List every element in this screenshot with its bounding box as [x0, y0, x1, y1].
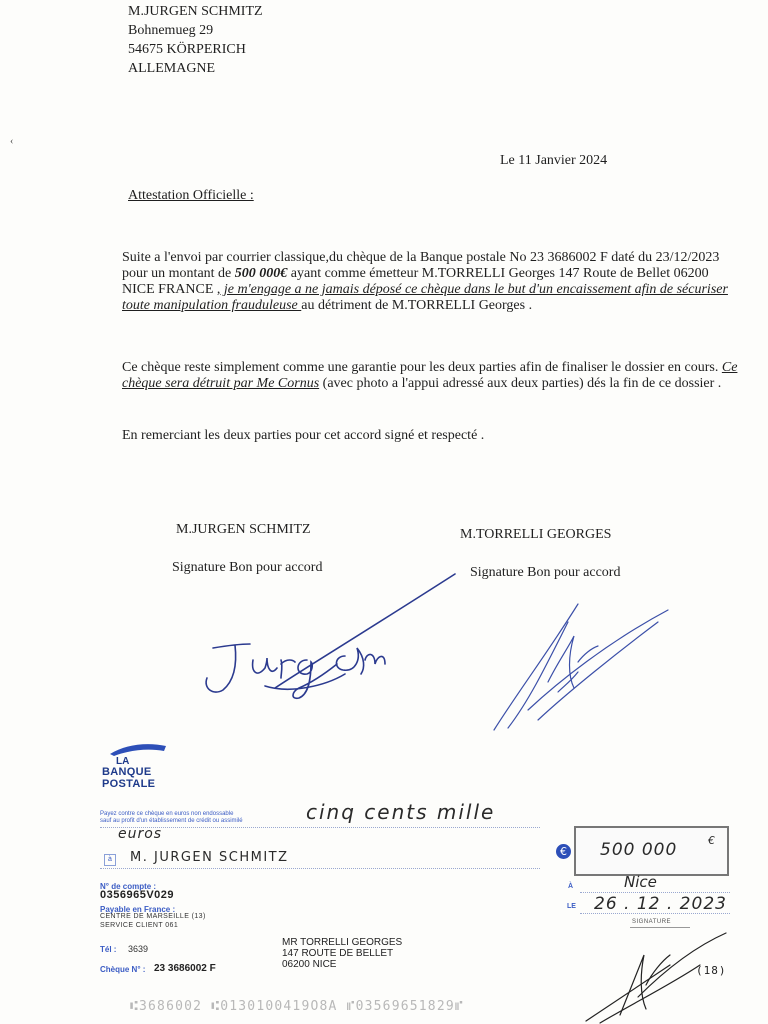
pay-instruction-line-2: sauf au profit d'un établissement de crédit ou assimilé: [100, 818, 243, 824]
issuer-name: MR TORRELLI GEORGES: [282, 937, 403, 948]
torrelli-signature-drawing: [488, 592, 678, 742]
left-signature-label: Signature Bon pour accord: [172, 560, 323, 575]
date-label: LE: [567, 903, 576, 910]
payable-label: Payable en France :: [100, 905, 176, 914]
left-signatory-name: M.JURGEN SCHMITZ: [176, 522, 311, 537]
bank-logo-line-2: BANQUE: [102, 766, 152, 778]
paragraph-1-text-b: ayant comme émetteur M.TORRELLI Georges 147 Route de Bellet 06200 NICE FRANCE ,: [122, 266, 709, 297]
place-label: À: [568, 883, 574, 890]
amount-in-words-currency: euros: [118, 826, 163, 842]
cheque-date: 26 . 12 . 2023: [594, 894, 727, 914]
payable-service: SERVICE CLIENT 061: [100, 922, 179, 929]
amount-in-figures: 500 000: [600, 840, 678, 860]
tel-value: 3639: [128, 944, 149, 954]
cheque-amount: 500 000€: [234, 266, 288, 281]
payee-name: M. JURGEN SCHMITZ: [130, 850, 289, 865]
issuer-address: [282, 937, 402, 970]
sender-city: 54675 KÖRPERICH: [128, 42, 246, 57]
commitment-clause: je m'engage a ne jamais déposé ce chèque dans le but d'un encaissement afin de sécuriser toute manipulation frauduleuse: [122, 282, 728, 313]
jurgen-signature-drawing: [195, 568, 465, 718]
paragraph-2-text-b: (avec photo a l'appui adressé aux deux parties) dés la fin de ce dossier .: [319, 376, 722, 391]
issuer-street: 147 ROUTE DE BELLET: [282, 948, 394, 959]
pay-instruction-line-1: Payez contre ce chèque en euros non endossable: [100, 811, 234, 817]
tel-label: Tél :: [100, 945, 117, 954]
letter-date: Le 11 Janvier 2024: [500, 153, 608, 168]
bank-logo-line-1: LA: [116, 756, 130, 767]
bank-logo-line-3: POSTALE: [102, 778, 156, 790]
stray-mark: ‹: [10, 136, 14, 147]
sender-address: [128, 2, 263, 78]
right-signatory-name: M.TORRELLI GEORGES: [460, 527, 612, 542]
cheque-number-label: Chèque N° :: [100, 965, 146, 974]
date-line: [580, 913, 730, 914]
cheque-count: (18): [696, 964, 727, 977]
bank-logo: [100, 742, 172, 794]
paragraph-1-text-c: au détriment de M.TORRELLI Georges .: [301, 298, 533, 313]
micr-line: ⑆3686002 ⑆0130100419O8A ⑈0356965182​9⑈: [130, 999, 464, 1014]
signature-caption: SIGNATURE: [632, 919, 672, 925]
place-value: Nice: [624, 873, 657, 891]
euro-icon: €: [556, 844, 571, 859]
sender-street: Bohnemueg 29: [128, 23, 214, 38]
place-line: [580, 892, 730, 893]
right-signature-label: Signature Bon pour accord: [470, 565, 621, 580]
paragraph-2-text-a: Ce chèque reste simplement comme une garantie pour les deux parties afin de finaliser le dossier en cours.: [122, 360, 722, 375]
amount-in-words: cinq cents mille: [306, 800, 496, 824]
letter-subject: Attestation Officielle :: [128, 188, 254, 203]
paragraph-3: En remerciant les deux parties pour cet accord signé et respecté .: [122, 428, 485, 443]
paragraph-1: [122, 250, 738, 314]
destruction-clause: Ce chèque sera détruit par Me Cornus: [122, 360, 738, 391]
pay-instruction: [100, 811, 300, 825]
amount-euro-mark: €: [708, 834, 715, 847]
account-number: 0356965V029: [100, 889, 175, 901]
payee-prefix-box: à: [104, 854, 116, 866]
sender-country: ALLEMAGNE: [128, 61, 216, 76]
paragraph-1-text-a: Suite a l'envoi par courrier classique,du chèque de la Banque postale No 23 3686002 F daté du 23/12/2023 pour un montant de: [122, 250, 720, 281]
payee-line: [100, 868, 540, 869]
amount-line: [100, 827, 540, 828]
payable-centre: CENTRE DE MARSEILLE (13): [100, 913, 206, 920]
issuer-city: 06200 NICE: [282, 959, 337, 970]
paragraph-2: [122, 360, 738, 392]
sender-name: M.JURGEN SCHMITZ: [128, 4, 263, 19]
cheque-number: 23 3686002 F: [154, 963, 216, 974]
account-number-label: N° de compte :: [100, 882, 157, 891]
